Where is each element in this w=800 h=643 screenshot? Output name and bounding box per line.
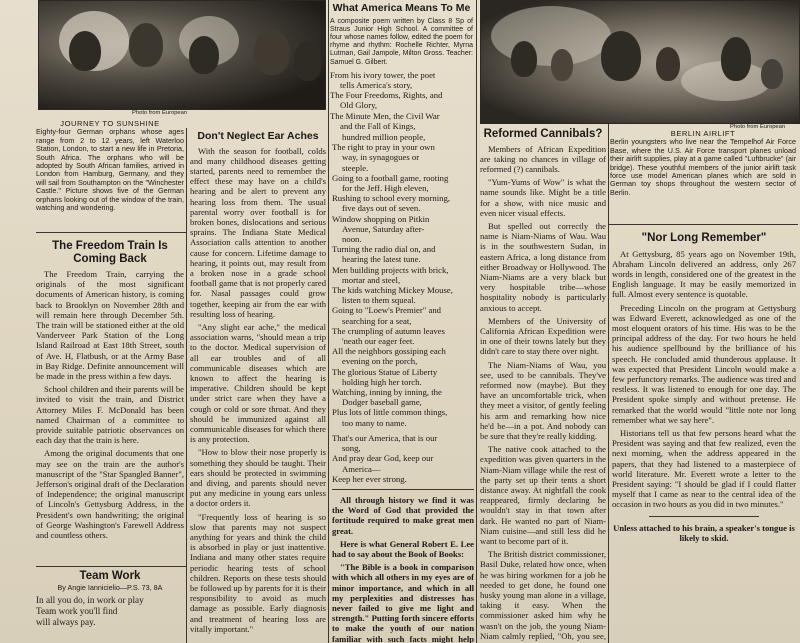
poem-line: hundred million people, [342, 132, 426, 142]
orphans-photo-credit: Photo from European [132, 110, 188, 116]
poem-intro: A composite poem written by Class 8 Sp of Straus Junior High School. A committee of four whose names follow, edited the poem for rhyme and rhythm: Rochelle Richter, Myrna Lutman, Gail Jampole, Milton Gross. Teacher: Samuel G. Gilbert. [330, 17, 473, 66]
berlin-caption-text: Berlin youngsters who live near the Tempelhof Air Force Base, where the U.S. Air Force transport planes unload their airlift supplies, play at a game called "Luftbrucke" (air bridge). These youthful members of the junior airlift task force use model American planes which are sold in German toy shops throughout the western sector of Berlin. [610, 137, 796, 197]
poem-line: Keep her ever strong. [332, 473, 407, 484]
section-rule [36, 566, 186, 567]
column-rule [328, 0, 329, 643]
nor-long-remember-article [612, 228, 796, 643]
cannibals-paragraph: Members of African Expedition are taking no chances in village of reformed (?) cannibals. [480, 143, 606, 174]
poem-line: mortar and steel, [342, 274, 401, 285]
poem-line: listen to them squeal. [342, 295, 416, 306]
poem-top-column [330, 2, 473, 132]
poem-line: America— [342, 463, 381, 474]
poem-continued-column [332, 132, 474, 643]
poem-line: and the Fall of Kings, [340, 120, 416, 131]
poem-top-lines [330, 70, 473, 132]
nor-long-remember-paragraph: Historians tell us that few persons heard what the President was saying and that few realized, even the next morning, when the address appeared in the papers, that they had listened to a masterpiece of world literature. Mr. Everett wrote a letter to the President saying: "I should be glad if I could flatter myself that I came as near to the central idea of the occasion in two hours as you did in two minutes." [612, 427, 796, 510]
hearing-article [190, 130, 326, 643]
freedom-train-paragraph: School children and their parents will be invited to visit the train, and District Attorney Miles F. McDonald has been named Chairman of a committee to provide suitable patriotic observances on each day that the train is here. [36, 384, 184, 446]
freedom-train-paragraph: The Freedom Train, carrying the originals of the most significant documents of American history, is coming back to Brooklyn on November 28th and will remain here through December 5th. The train will be stationed either at the old Vanderveer Park Station of the Long Island Railroad at East 18th Street, south of Ave. H, Flatbush, or at the Army Base in Bay Ridge. Definite announcement will be made in the press within a few days. [36, 269, 184, 382]
hearing-paragraph: "Frequently loss of hearing is so slow that parents may not suspect anything for years and think the child is absorbed in play or just inattentive. Indiana and many other states require periodic hearing tests of school children. Reports on these tests should be followed up by parents for it is their responsibility to avoid as much damage as possible. Early diagnosis and treatment of hearing loss are vitally important." [190, 511, 326, 634]
nor-long-remember-title: "Nor Long Remember" [641, 232, 767, 244]
poem-line: The crumpling of autumn leaves [332, 325, 445, 336]
team-work-byline: By Angie Iannicielio—P.S. 73, 8A [57, 582, 163, 592]
nor-long-remember-paragraph: At Gettysburg, 85 years ago on November 19th, Abraham Lincoln delivered an address, only 267 words in length, considered one of the greatest in the English language. It may be easily memorized in full. Almost every sentence is quotable. [612, 248, 796, 300]
hearing-paragraph: With the season for football, colds and many childhood diseases getting started, parents need to remember the effect these may have on a child's hearing and be alert to prevent any hearing loss from them. The usual parental worry over football is for broken bones, dislocations and serious sprains. The Indiana State Medical Association calls attention to another cause for concern. Lifetime damage to hearing, it points out, may result from a broken nose in a grade school football game that is not properly cared for. Nasal passages could grow together, keeping air from the ear with resulting loss of hearing. [190, 145, 326, 319]
orphans-caption [36, 120, 184, 232]
poem-line: 'neath our eager feet. [342, 336, 415, 347]
cannibals-paragraph: The British district commissioner, Basil Duke, related how once, when he was hiring workmen for a job he needed to get done, he found one husky young man alone in a village, taking it easy. When the commissioner asked him why he wasn't on the job, the young Niam-Niam calmly replied, "Oh, you see, [480, 549, 606, 641]
orphans-photo [38, 0, 326, 110]
cannibals-paragraph: The native cook attached to the expedition was given quarters in the Niam-Niam village while the rest of the party set up their tents a short distance away. At nightfall the cook reappeared, firmly declaring he wouldn't stay in that town after dark. He wanted no part of Niam-Niam cuisine—and still less did he want to become part of it. [480, 444, 606, 547]
poem-line: All the neighbors gossiping each [332, 346, 446, 357]
cannibals-paragraph: Members of the University of California African Expedition were in one of their towns lately but they didn't care to stay there over night. [480, 315, 606, 357]
poem-line: noon. [342, 234, 362, 245]
cannibals-paragraph: The Niam-Niams of Wau, you see, used to be cannibals. They've reformed now (maybe). But they have an uncomfortable trick, when they meet a visitor, of gently feeling his arm and remarking how nice he'd be—in a pot. And nobody can be sure that they're really kidding. [480, 359, 606, 441]
poem-line: The Four Freedoms, Rights, and [330, 90, 443, 101]
cannibals-title: Reformed Cannibals? [483, 128, 603, 140]
column-rule [186, 128, 187, 643]
hearing-paragraph: "Any slight ear ache," the medical association warns, "should mean a trip to the doctor. Medical supervision of all ear troubles and of all communicable diseases which are known to affect the hearing is imperative. Children should be kept under strict care when they have a cough or cold or sore throat. And they should be immunized against all communicable diseases for which there is any protection. [190, 321, 326, 445]
poem-line: too many to name. [342, 417, 407, 428]
team-work-line: In all you do, in work or play [36, 594, 144, 605]
orphans-caption-text: Eighty-four German orphans whose ages range from 2 to 12 years, left Waterloo Station, London, to start a new life in Pretoria, South Africa. The orphans who will be adopted by South African families, arrived in London from Hamburg, Germany, and they will sail from Southampton on the "Winchester Castle." Picture shows five of the German orphans looking out of the window of the train, watching and wondering. [36, 127, 184, 213]
section-rule [36, 232, 186, 233]
freedom-train-paragraph: Among the original documents that one may see on the train are the author's manuscript of the "Star Spangled Banner", Jefferson's original draft of the Declaration of Independence; the original manuscript of Lincoln's Gettysburg Address, in the President's own handwriting; the original of George Washington's Farewell Address and countless others. [36, 448, 184, 541]
column-rule [476, 0, 477, 643]
poem-line: Turning the radio dial on, and [332, 244, 436, 255]
poem-title: What America Means To Me [332, 2, 471, 14]
poem-line: holding high her torch. [342, 376, 422, 387]
poem-line: The Minute Men, the Civil War [330, 110, 440, 121]
closing-quip: Unless attached to his brain, a speaker's tongue is likely to skid. [613, 522, 795, 543]
hearing-title: Don't Neglect Ear Aches [197, 130, 319, 142]
bible-intro-paragraph: All through history we find it was the Word of God that provided the fortitude required to make great men great. [332, 494, 474, 536]
poem-line: way, in synagogues or [342, 152, 420, 163]
poem-line: for the Jeff. High eleven, [342, 183, 429, 194]
orphans-caption-title: JOURNEY TO SUNSHINE [60, 120, 160, 128]
cannibals-paragraph: "Yum-Yums of Wow" is what the name sounds like. Might be a title for a show, with nice music and even nicer visual effects. [480, 177, 606, 218]
poem-line: The kids watching Mickey Mouse, [332, 285, 453, 296]
cannibals-paragraph: But spelled out correctly the name is Niam-Niams of Wau. Wau is in the southwestern Sudan, in eastern Africa, a long distance from either Broadway or Hollywood. The Niam-Niams are a very black but very hospitable tribe—whose hospitality nobody is particularly anxious to accept. [480, 220, 606, 313]
poem-line: Plus lots of little common things, [332, 407, 448, 418]
team-work-article [36, 570, 184, 643]
lee-quote-paragraph: "The Bible is a book in comparison with which all others in my eyes are of minor importance, and which in all my perplexities and distresses has never failed to give me light and strength." Putting forth sincere efforts to make the youth of our nation familiar with such facts might help [332, 562, 474, 643]
poem-line: Window shopping on Pitkin [332, 213, 430, 224]
cannibals-article [480, 128, 606, 643]
nor-long-remember-paragraph: Preceding Lincoln on the program at Gettysburg was Edward Everett, acknowledged as one of the most eloquent orators of his time. His was to be the principal address of the day. For two hours he held his audience spellbound by the brilliance of his speech. He concluded amid thunderous applause. It was expected that President Lincoln would make a few perfunctory remarks. The audience was tired and restless. It was listened to enough for one day. The President spoke simply and without pretense. He remarked that the world would "little note nor long remember what we say here". [612, 302, 796, 425]
poem-line: Rushing to school every morning, [332, 193, 450, 204]
poem-line: Dodger baseball game, [342, 397, 422, 408]
poem-line: The glorious Statue of Liberty [332, 366, 438, 377]
poem-line: Watching, inning by inning, the [332, 387, 442, 398]
team-work-line: will always pay. [36, 616, 96, 627]
poem-line: Avenue, Saturday after- [342, 223, 425, 234]
poem-line: Men building projects with brick, [332, 264, 449, 275]
column-rule [608, 124, 609, 643]
poem-line: song, [342, 443, 361, 454]
team-work-title: Team Work [79, 570, 141, 582]
poem-cont-lines [332, 132, 474, 484]
poem-line: searching for a seat, [342, 315, 412, 326]
poem-line: From his ivory tower, the poet [330, 69, 436, 80]
berlin-photo-credit: Photo from European [730, 124, 786, 130]
poem-line: Going to "Loew's Premier" and [332, 305, 442, 316]
poem-line: tells America's story, [340, 79, 413, 90]
berlin-caption [610, 130, 796, 222]
poem-line: five days out of seven. [342, 203, 421, 214]
berlin-photo [480, 0, 800, 124]
freedom-train-article [36, 236, 184, 566]
poem-line: Going to a football game, rooting [332, 172, 449, 183]
poem-line: The right to pray in your own [332, 142, 435, 153]
team-work-line: Team work you'll find [36, 605, 118, 616]
poem-line: hearing the latest tune. [342, 254, 421, 265]
poem-line: That's our America, that is our [332, 432, 438, 443]
berlin-caption-title: BERLIN AIRLIFT [670, 130, 736, 138]
poem-line: Old Glory, [340, 100, 378, 111]
poem-line: evening on the porch, [342, 356, 418, 367]
poem-line: steeple. [342, 162, 369, 173]
freedom-train-title: The Freedom Train Is Coming Back [52, 240, 168, 265]
hearing-paragraph: "How to blow their nose properly is something they should be taught. Their ears should be protected in swimming and diving, and parents should never put any medicine in young ears unless a doctor orders it. [190, 447, 326, 509]
poem-line: And pray dear God, keep our [332, 453, 434, 464]
lee-paragraph: Here is what General Robert E. Lee had to say about the Book of Books: [332, 538, 474, 559]
section-rule [608, 224, 798, 225]
